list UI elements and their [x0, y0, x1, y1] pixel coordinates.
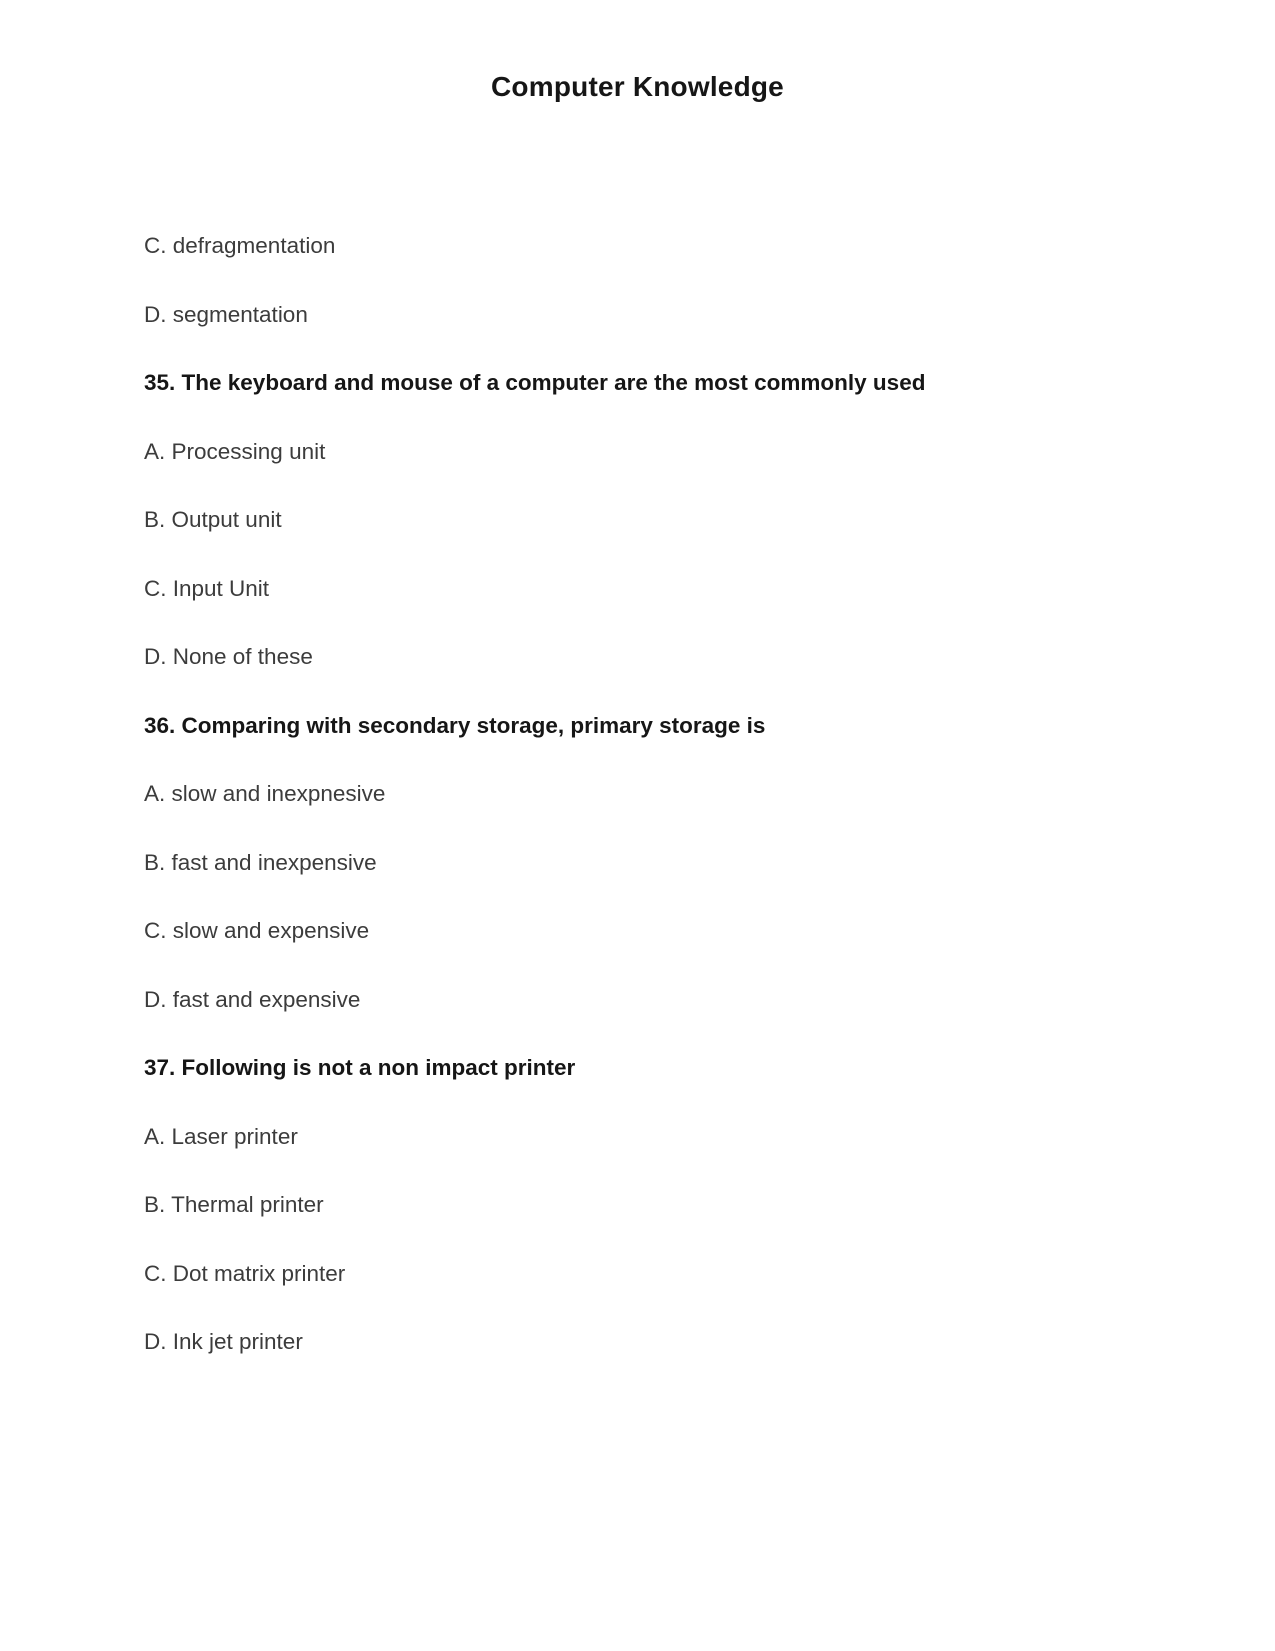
option-34-c: C. defragmentation — [144, 233, 336, 258]
option-37-b: B. Thermal printer — [144, 1192, 324, 1217]
option-36-d: D. fast and expensive — [144, 986, 361, 1012]
option-35-a: A. Processing unit — [144, 438, 326, 464]
question-37: 37. Following is not a non impact printer — [144, 1055, 576, 1080]
option-34-d: D. segmentation — [144, 301, 308, 327]
option-37-c: C. Dot matrix printer — [144, 1260, 346, 1286]
option-36-b: B. fast and inexpensive — [144, 849, 377, 875]
option-36-c: C. slow and expensive — [144, 918, 370, 943]
question-list — [144, 234, 1175, 1353]
option-35-b: B. Output unit — [144, 507, 282, 532]
option-37-a: A. Laser printer — [144, 1123, 298, 1149]
option-37-d: D. Ink jet printer — [144, 1329, 303, 1354]
option-35-c: C. Input Unit — [144, 575, 270, 601]
option-36-a: A. slow and inexpnesive — [144, 781, 386, 806]
option-35-d: D. None of these — [144, 644, 313, 669]
page-title: Computer Knowledge — [491, 71, 784, 102]
question-35: 35. The keyboard and mouse of a computer are the most commonly used — [144, 370, 926, 395]
question-36: 36. Comparing with secondary storage, primary storage is — [144, 712, 766, 738]
